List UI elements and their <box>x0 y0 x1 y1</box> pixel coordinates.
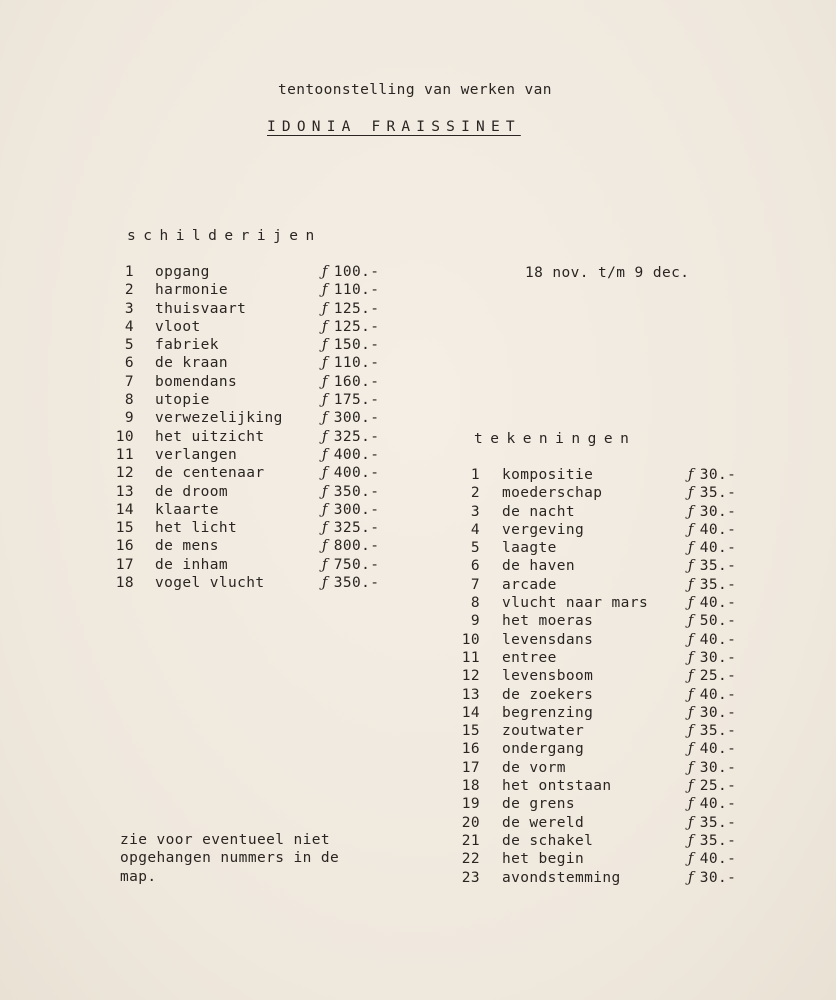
item-number: 7 <box>124 373 134 390</box>
guilder-sign: ƒ <box>322 392 328 409</box>
item-number: 11 <box>115 446 134 463</box>
item-price <box>322 281 379 299</box>
item-number: 1 <box>124 264 134 280</box>
guilder-sign: ƒ <box>322 483 328 500</box>
item-title: levensdans <box>502 631 594 648</box>
price-value: 350.- <box>333 483 380 500</box>
item-price <box>688 503 736 521</box>
item-price <box>322 519 379 537</box>
paintings-heading: schilderijen <box>127 228 322 244</box>
price-value: 30.- <box>699 869 737 886</box>
price-value: 400.- <box>333 446 380 463</box>
item-price <box>688 521 736 539</box>
price-value: 35.- <box>699 576 737 593</box>
item-number: 6 <box>470 558 480 575</box>
price-value: 40.- <box>699 595 737 612</box>
item-title: utopie <box>155 392 210 409</box>
item-title: de mens <box>155 538 219 555</box>
item-price <box>688 850 736 868</box>
item-number: 16 <box>461 741 480 758</box>
guilder-sign: ƒ <box>322 556 328 573</box>
item-number: 20 <box>461 814 480 831</box>
item-title: het begin <box>502 851 585 868</box>
price-value: 325.- <box>333 520 380 537</box>
item-title: klaarte <box>155 501 219 518</box>
item-price <box>688 832 736 850</box>
guilder-sign: ƒ <box>322 337 328 354</box>
guilder-sign: ƒ <box>688 595 694 612</box>
price-value: 40.- <box>699 686 737 703</box>
guilder-sign: ƒ <box>322 264 328 280</box>
drawings-heading: tekeningen <box>474 431 637 447</box>
price-value: 110.- <box>333 282 380 299</box>
item-price <box>688 649 736 667</box>
guilder-sign: ƒ <box>688 540 694 557</box>
price-value: 30.- <box>699 503 737 520</box>
item-title: vergeving <box>502 521 585 538</box>
item-price <box>688 631 736 649</box>
guilder-sign: ƒ <box>322 575 328 592</box>
item-number: 9 <box>124 410 134 427</box>
item-title: verlangen <box>155 446 238 463</box>
price-value: 50.- <box>699 613 737 630</box>
guilder-sign: ƒ <box>688 467 694 483</box>
item-title: vlucht naar mars <box>502 595 649 612</box>
item-title: kompositie <box>502 467 594 483</box>
item-price <box>322 300 379 318</box>
price-value: 25.- <box>699 668 737 685</box>
guilder-sign: ƒ <box>688 869 694 886</box>
item-title: avondstemming <box>502 869 621 886</box>
item-title: de centenaar <box>155 465 265 482</box>
item-number: 2 <box>124 282 134 299</box>
item-price <box>322 501 379 519</box>
item-title: het licht <box>155 520 238 537</box>
item-price <box>688 686 736 704</box>
item-price <box>322 556 379 574</box>
item-price <box>322 318 379 336</box>
price-value: 30.- <box>699 467 737 483</box>
price-value: 35.- <box>699 814 737 831</box>
guilder-sign: ƒ <box>322 465 328 482</box>
guilder-sign: ƒ <box>322 538 328 555</box>
item-title: moederschap <box>502 485 603 502</box>
item-price <box>322 483 379 501</box>
item-title: levensboom <box>502 668 594 685</box>
price-value: 40.- <box>699 521 737 538</box>
item-number: 5 <box>470 540 480 557</box>
guilder-sign: ƒ <box>322 446 328 463</box>
item-price <box>688 777 736 795</box>
item-price <box>688 722 736 740</box>
item-number: 19 <box>461 796 480 813</box>
item-title: de zoekers <box>502 686 594 703</box>
item-number: 10 <box>115 428 134 445</box>
guilder-sign: ƒ <box>322 355 328 372</box>
item-number: 6 <box>124 355 134 372</box>
item-number: 22 <box>461 851 480 868</box>
item-price <box>322 464 379 482</box>
guilder-sign: ƒ <box>688 613 694 630</box>
price-value: 40.- <box>699 741 737 758</box>
item-title: verwezelijking <box>155 410 283 427</box>
price-value: 110.- <box>333 355 380 372</box>
item-price <box>322 409 379 427</box>
item-title: opgang <box>155 264 210 280</box>
item-number: 15 <box>461 723 480 740</box>
price-value: 30.- <box>699 759 737 776</box>
item-title: het moeras <box>502 613 594 630</box>
price-value: 35.- <box>699 485 737 502</box>
price-value: 350.- <box>333 575 380 592</box>
price-value: 30.- <box>699 704 737 721</box>
item-price <box>688 814 736 832</box>
item-number: 12 <box>115 465 134 482</box>
item-number: 14 <box>115 501 134 518</box>
price-value: 40.- <box>699 540 737 557</box>
guilder-sign: ƒ <box>688 796 694 813</box>
item-title: thuisvaart <box>155 300 247 317</box>
guilder-sign: ƒ <box>322 410 328 427</box>
guilder-sign: ƒ <box>322 373 328 390</box>
guilder-sign: ƒ <box>688 814 694 831</box>
item-number: 23 <box>461 869 480 886</box>
item-title: de droom <box>155 483 229 500</box>
item-number: 17 <box>461 759 480 776</box>
item-price <box>322 537 379 555</box>
guilder-sign: ƒ <box>688 558 694 575</box>
guilder-sign: ƒ <box>322 282 328 299</box>
item-number: 1 <box>470 467 480 483</box>
item-title: het uitzicht <box>155 428 265 445</box>
guilder-sign: ƒ <box>688 759 694 776</box>
item-title: de inham <box>155 556 229 573</box>
item-price <box>322 336 379 354</box>
item-price <box>688 704 736 722</box>
document-subtitle: tentoonstelling van werken van <box>278 82 552 98</box>
item-price <box>688 667 736 685</box>
guilder-sign: ƒ <box>322 501 328 518</box>
guilder-sign: ƒ <box>688 521 694 538</box>
item-price <box>688 612 736 630</box>
item-price <box>688 869 736 887</box>
price-value: 30.- <box>699 649 737 666</box>
item-title: harmonie <box>155 282 229 299</box>
item-number: 14 <box>461 704 480 721</box>
item-number: 16 <box>115 538 134 555</box>
item-number: 5 <box>124 337 134 354</box>
item-price <box>322 574 379 592</box>
price-value: 35.- <box>699 723 737 740</box>
price-value: 40.- <box>699 851 737 868</box>
item-title: de vorm <box>502 759 566 776</box>
artist-name: IDONIA FRAISSINET <box>267 119 521 135</box>
item-number: 8 <box>124 392 134 409</box>
item-price <box>322 391 379 409</box>
item-title: vloot <box>155 318 201 335</box>
guilder-sign: ƒ <box>688 832 694 849</box>
item-price <box>322 373 379 391</box>
item-price <box>688 557 736 575</box>
item-number: 12 <box>461 668 480 685</box>
item-number: 15 <box>115 520 134 537</box>
item-number: 18 <box>115 575 134 592</box>
item-price <box>688 484 736 502</box>
price-value: 150.- <box>333 337 380 354</box>
item-price <box>322 446 379 464</box>
item-price <box>688 759 736 777</box>
item-title: de wereld <box>502 814 585 831</box>
item-price <box>688 594 736 612</box>
item-number: 2 <box>470 485 480 502</box>
price-value: 125.- <box>333 318 380 335</box>
price-value: 35.- <box>699 558 737 575</box>
item-number: 17 <box>115 556 134 573</box>
guilder-sign: ƒ <box>688 503 694 520</box>
item-number: 3 <box>470 503 480 520</box>
item-number: 13 <box>461 686 480 703</box>
price-value: 325.- <box>333 428 380 445</box>
item-price <box>322 354 379 372</box>
guilder-sign: ƒ <box>688 686 694 703</box>
exhibition-dates: 18 nov. t/m 9 dec. <box>525 265 690 281</box>
item-number: 18 <box>461 778 480 795</box>
guilder-sign: ƒ <box>322 520 328 537</box>
item-number: 4 <box>124 318 134 335</box>
guilder-sign: ƒ <box>322 318 328 335</box>
item-number: 4 <box>470 521 480 538</box>
item-number: 21 <box>461 832 480 849</box>
item-title: de haven <box>502 558 576 575</box>
price-value: 40.- <box>699 796 737 813</box>
item-title: entree <box>502 649 557 666</box>
item-price <box>688 576 736 594</box>
item-title: fabriek <box>155 337 219 354</box>
price-value: 175.- <box>333 392 380 409</box>
price-value: 300.- <box>333 410 380 427</box>
price-value: 160.- <box>333 373 380 390</box>
item-title: begrenzing <box>502 704 594 721</box>
guilder-sign: ƒ <box>688 485 694 502</box>
item-price <box>322 263 379 281</box>
guilder-sign: ƒ <box>322 428 328 445</box>
guilder-sign: ƒ <box>688 723 694 740</box>
item-title: de nacht <box>502 503 576 520</box>
guilder-sign: ƒ <box>688 704 694 721</box>
item-number: 13 <box>115 483 134 500</box>
item-price <box>688 539 736 557</box>
price-value: 25.- <box>699 778 737 795</box>
item-title: zoutwater <box>502 723 585 740</box>
guilder-sign: ƒ <box>688 668 694 685</box>
item-price <box>322 428 379 446</box>
footnote: zie voor eventueel niet opgehangen nummers in de map. <box>120 832 340 885</box>
item-title: vogel vlucht <box>155 575 265 592</box>
price-value: 750.- <box>333 556 380 573</box>
item-title: laagte <box>502 540 557 557</box>
item-price <box>688 795 736 813</box>
item-number: 7 <box>470 576 480 593</box>
price-value: 125.- <box>333 300 380 317</box>
item-number: 10 <box>461 631 480 648</box>
item-title: de schakel <box>502 832 594 849</box>
item-number: 3 <box>124 300 134 317</box>
item-title: de kraan <box>155 355 229 372</box>
item-price <box>688 740 736 758</box>
item-price <box>688 466 736 484</box>
item-title: het ontstaan <box>502 778 612 795</box>
price-value: 800.- <box>333 538 380 555</box>
price-value: 40.- <box>699 631 737 648</box>
guilder-sign: ƒ <box>688 851 694 868</box>
price-value: 100.- <box>333 264 380 280</box>
item-title: de grens <box>502 796 576 813</box>
item-number: 11 <box>461 649 480 666</box>
item-number: 8 <box>470 595 480 612</box>
guilder-sign: ƒ <box>688 576 694 593</box>
guilder-sign: ƒ <box>688 649 694 666</box>
price-value: 400.- <box>333 465 380 482</box>
item-title: ondergang <box>502 741 585 758</box>
item-title: arcade <box>502 576 557 593</box>
guilder-sign: ƒ <box>688 778 694 795</box>
price-value: 35.- <box>699 832 737 849</box>
guilder-sign: ƒ <box>322 300 328 317</box>
item-number: 9 <box>470 613 480 630</box>
item-title: bomendans <box>155 373 238 390</box>
guilder-sign: ƒ <box>688 631 694 648</box>
guilder-sign: ƒ <box>688 741 694 758</box>
price-value: 300.- <box>333 501 380 518</box>
